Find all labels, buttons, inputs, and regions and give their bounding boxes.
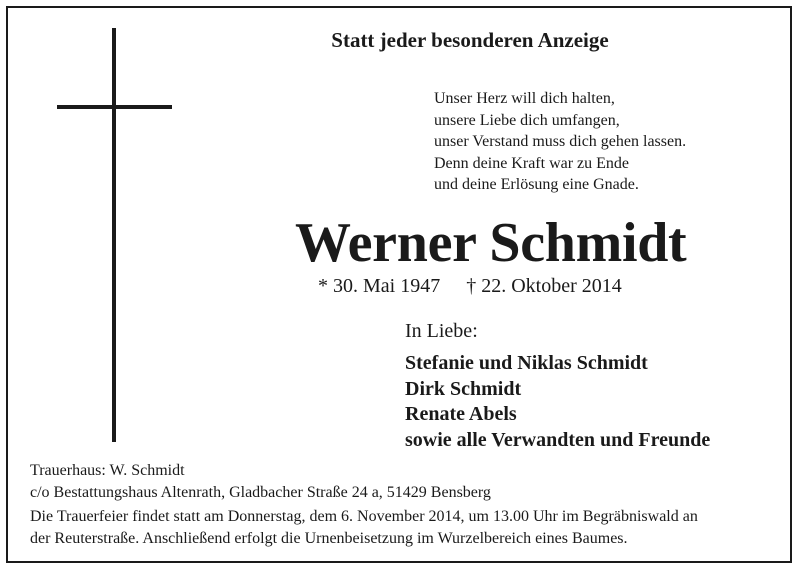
ceremony-line: der Reuterstraße. Anschließend erfolgt die Urnenbeisetzung im Wurzelbereich eines Baumes. bbox=[30, 530, 628, 547]
life-dates bbox=[318, 275, 622, 298]
footer bbox=[30, 460, 698, 550]
mourner: Dirk Schmidt bbox=[405, 377, 522, 400]
birth-date: * 30. Mai 1947 bbox=[318, 275, 441, 297]
ceremony-line: Die Trauerfeier findet statt am Donnerstag, dem 6. November 2014, um 13.00 Uhr im Begräbniswald an bbox=[30, 508, 698, 525]
poem-line: unsere Liebe dich umfangen, bbox=[434, 111, 620, 129]
mourner: sowie alle Verwandten und Freunde bbox=[405, 428, 711, 451]
death-date: † 22. Oktober 2014 bbox=[466, 275, 622, 297]
in-love-label: In Liebe: bbox=[405, 320, 478, 342]
poem-line: und deine Erlösung eine Gnade. bbox=[434, 176, 639, 193]
cross-horizontal-bar bbox=[57, 105, 172, 109]
address: c/o Bestattungshaus Altenrath, Gladbacher Straße 24 a, 51429 Bensberg bbox=[30, 484, 491, 501]
mourner: Renate Abels bbox=[405, 403, 517, 425]
mourners-list bbox=[405, 351, 710, 453]
headline: Statt jeder besonderen Anzeige bbox=[331, 28, 609, 52]
mourner: Stefanie und Niklas Schmidt bbox=[405, 352, 648, 374]
poem-line: Unser Herz will dich halten, bbox=[434, 90, 615, 107]
poem-line: Denn deine Kraft war zu Ende bbox=[434, 154, 630, 172]
deceased-name: Werner Schmidt bbox=[295, 212, 687, 274]
poem bbox=[434, 88, 686, 196]
poem-line: unser Verstand muss dich gehen lassen. bbox=[434, 133, 687, 150]
mourning-house: Trauerhaus: W. Schmidt bbox=[30, 462, 185, 479]
cross-vertical-bar bbox=[112, 28, 116, 442]
